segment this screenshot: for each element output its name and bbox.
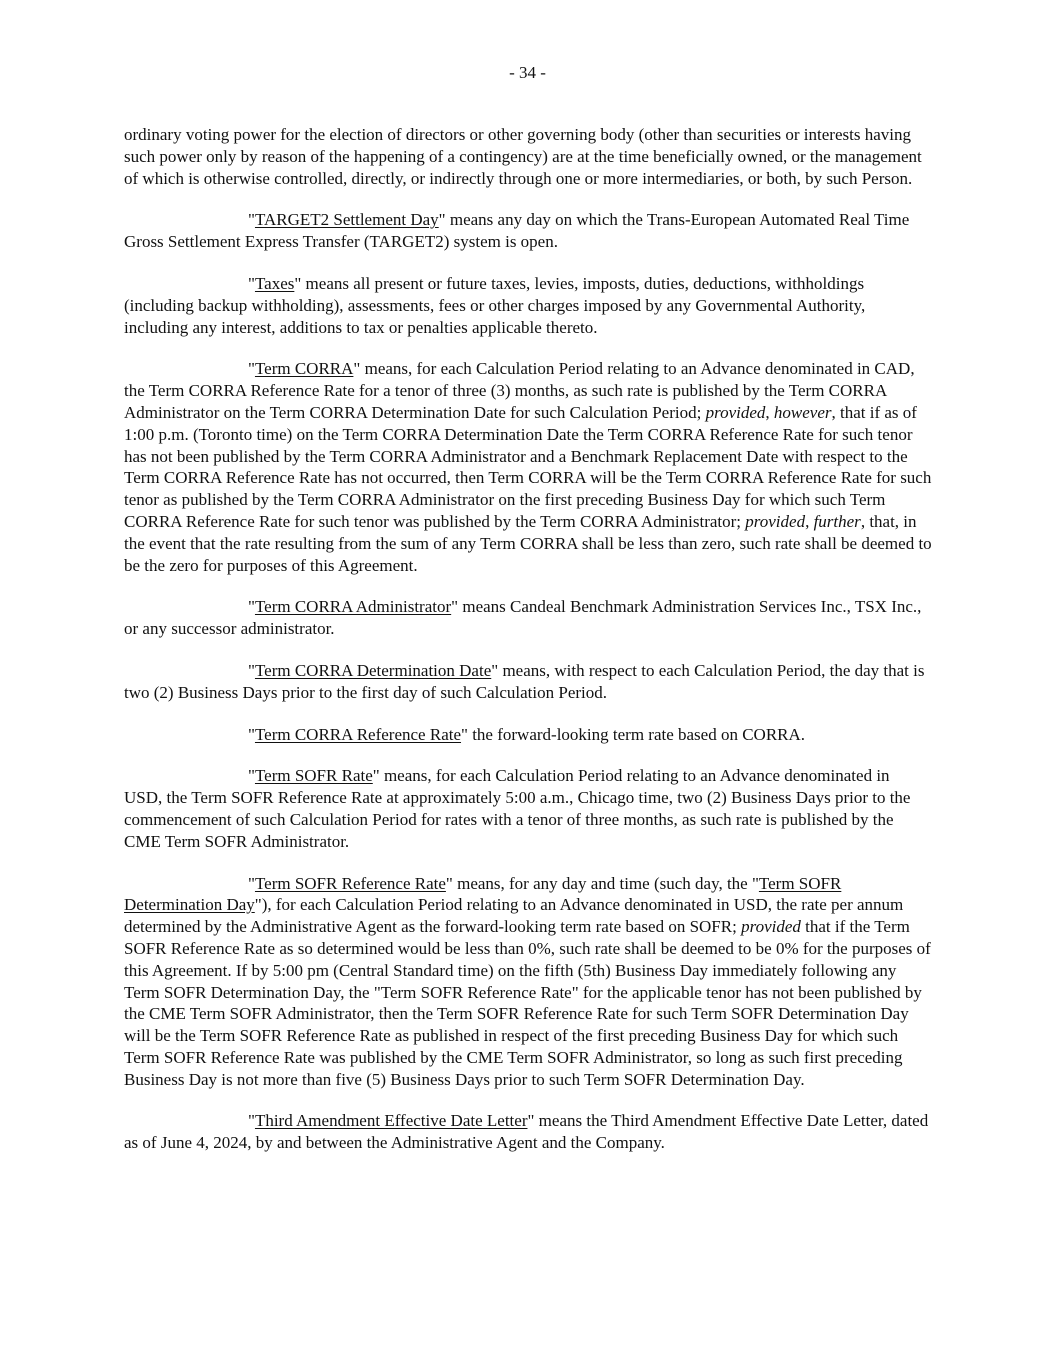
definition-taxes [124, 273, 932, 338]
defined-term: Third Amendment Effective Date Letter [254, 1111, 528, 1131]
quote-open: " [248, 766, 255, 786]
defined-term: Taxes [254, 273, 295, 293]
defined-term: Term CORRA Administrator [254, 597, 452, 617]
definition-term-sofr-rate [124, 765, 932, 852]
italic-proviso: further [813, 511, 861, 531]
paragraph-subsidiary-continuation: ordinary voting power for the election of directors or other governing body (other than securities or interests having such power only by reason of the happening of a contingency) are at the time beneficially owned, or the management of which is otherwise controlled, directly, or indirectly through one or more intermediaries, or both, by such Person. [124, 125, 922, 188]
quote-open: " [248, 724, 255, 744]
definition-text: " means, for any day and time (such day, the " [445, 873, 759, 893]
definition-term-corra-reference-rate [124, 724, 932, 746]
defined-term: Term SOFR Rate [254, 766, 373, 786]
definition-text: " means, for each Calculation Period relating to an Advance denominated in CAD, the Term CORRA Reference Rate for a tenor of three (3) months, as such rate is published by the Term CORRA Administrator on the Term CORRA Determination Date for such Calculation Period; [124, 359, 915, 422]
definition-text: " means the Third Amendment Effective Date Letter, dated as of June 4, 2024, by and between the Administrative Agent and the Company. [124, 1111, 929, 1153]
definition-text: , [805, 511, 814, 531]
italic-proviso: however [773, 402, 832, 422]
definition-text: " the forward-looking term rate based on CORRA. [461, 724, 806, 744]
definition-text: , [765, 402, 774, 422]
document-body [124, 124, 932, 1174]
definition-text: " means Candeal Benchmark Administration Services Inc., TSX Inc., or any successor administrator. [124, 597, 922, 639]
quote-open: " [248, 597, 255, 617]
definition-term-corra-determination-date [124, 660, 932, 704]
defined-term: Term CORRA Reference Rate [254, 724, 462, 744]
definition-text: , that if as of 1:00 p.m. (Toronto time) on the Term CORRA Determination Date the Term CORRA Reference Rate for such tenor has not been published by the Term CORRA Administrator and a Benchmark Replacement Date with respect to the Term CORRA Reference Rate has not occurred, then Term CORRA will be the Term CORRA Reference Rate for such tenor as published by the Term CORRA Administrator on the first preceding Business Day for which such Term CORRA Reference Rate for such tenor was published by the Term CORRA Administrator; [124, 402, 932, 531]
defined-term: Term CORRA [254, 359, 354, 379]
definition-text: that if the Term SOFR Reference Rate as so determined would be less than 0%, such rate shall be deemed to be 0% for the purposes of this Agreement. If by 5:00 pm (Central Standard time) on the fifth (5th) Business Day immediately following any Term SOFR Determination Day, the "Term SOFR Reference Rate" for the applicable tenor has not been published by the CME Term SOFR Administrator, then the Term SOFR Reference Rate for such Term SOFR Determination Day will be the Term SOFR Reference Rate as published in respect of the first preceding Business Day for which such Term SOFR Reference Rate was published by the CME Term SOFR Administrator, so long as such first preceding Business Day is not more than five (5) Business Days prior to such Term SOFR Determination Day. [124, 917, 931, 1089]
quote-open: " [248, 273, 255, 293]
italic-proviso: provided [745, 511, 806, 531]
definition-text: " means all present or future taxes, levies, imposts, duties, deductions, withholdings (including backup withholding), assessments, fees or other charges imposed by any Governmental Authority, including any interest, additions to tax or penalties applicable thereto. [124, 273, 866, 337]
definition-third-amendment-effective-date-letter [124, 1110, 932, 1154]
definition-target2-settlement-day [124, 209, 932, 253]
italic-proviso: provided [741, 917, 801, 937]
definition-term-sofr-reference-rate [124, 873, 932, 1091]
defined-term: Term SOFR Reference Rate [254, 873, 446, 893]
quote-open: " [248, 1111, 255, 1131]
definition-text: "), for each Calculation Period relating to an Advance denominated in USD, the rate per annum determined by the Administrative Agent as the forward-looking term rate based on SOFR; [124, 895, 904, 937]
italic-proviso: provided [705, 402, 766, 422]
quote-open: " [248, 873, 255, 893]
definition-term-corra [124, 358, 932, 576]
defined-term: Term SOFR Determination Day [124, 873, 842, 915]
definition-text: " means any day on which the Trans-European Automated Real Time Gross Settlement Express Transfer (TARGET2) system is open. [124, 210, 910, 252]
defined-term: TARGET2 Settlement Day [254, 210, 439, 230]
defined-term: Term CORRA Determination Date [254, 660, 492, 680]
page-number: - 34 - [509, 63, 546, 82]
definition-text: " means, with respect to each Calculation Period, the day that is two (2) Business Days prior to the first day of such Calculation Period. [124, 660, 925, 702]
quote-open: " [248, 660, 255, 680]
definition-text: " means, for each Calculation Period relating to an Advance denominated in USD, the Term SOFR Reference Rate at approximately 5:00 a.m., Chicago time, two (2) Business Days prior to the commencement of such Calculation Period for rates with a tenor of three months, as such rate is published by the CME Term SOFR Administrator. [124, 766, 911, 851]
definition-text: , that, in the event that the rate resulting from the sum of any Term CORRA shall be less than zero, such rate shall be deemed to be the zero for purposes of this Agreement. [124, 511, 932, 575]
definition-term-corra-administrator [124, 596, 932, 640]
quote-open: " [248, 359, 255, 379]
quote-open: " [248, 210, 255, 230]
